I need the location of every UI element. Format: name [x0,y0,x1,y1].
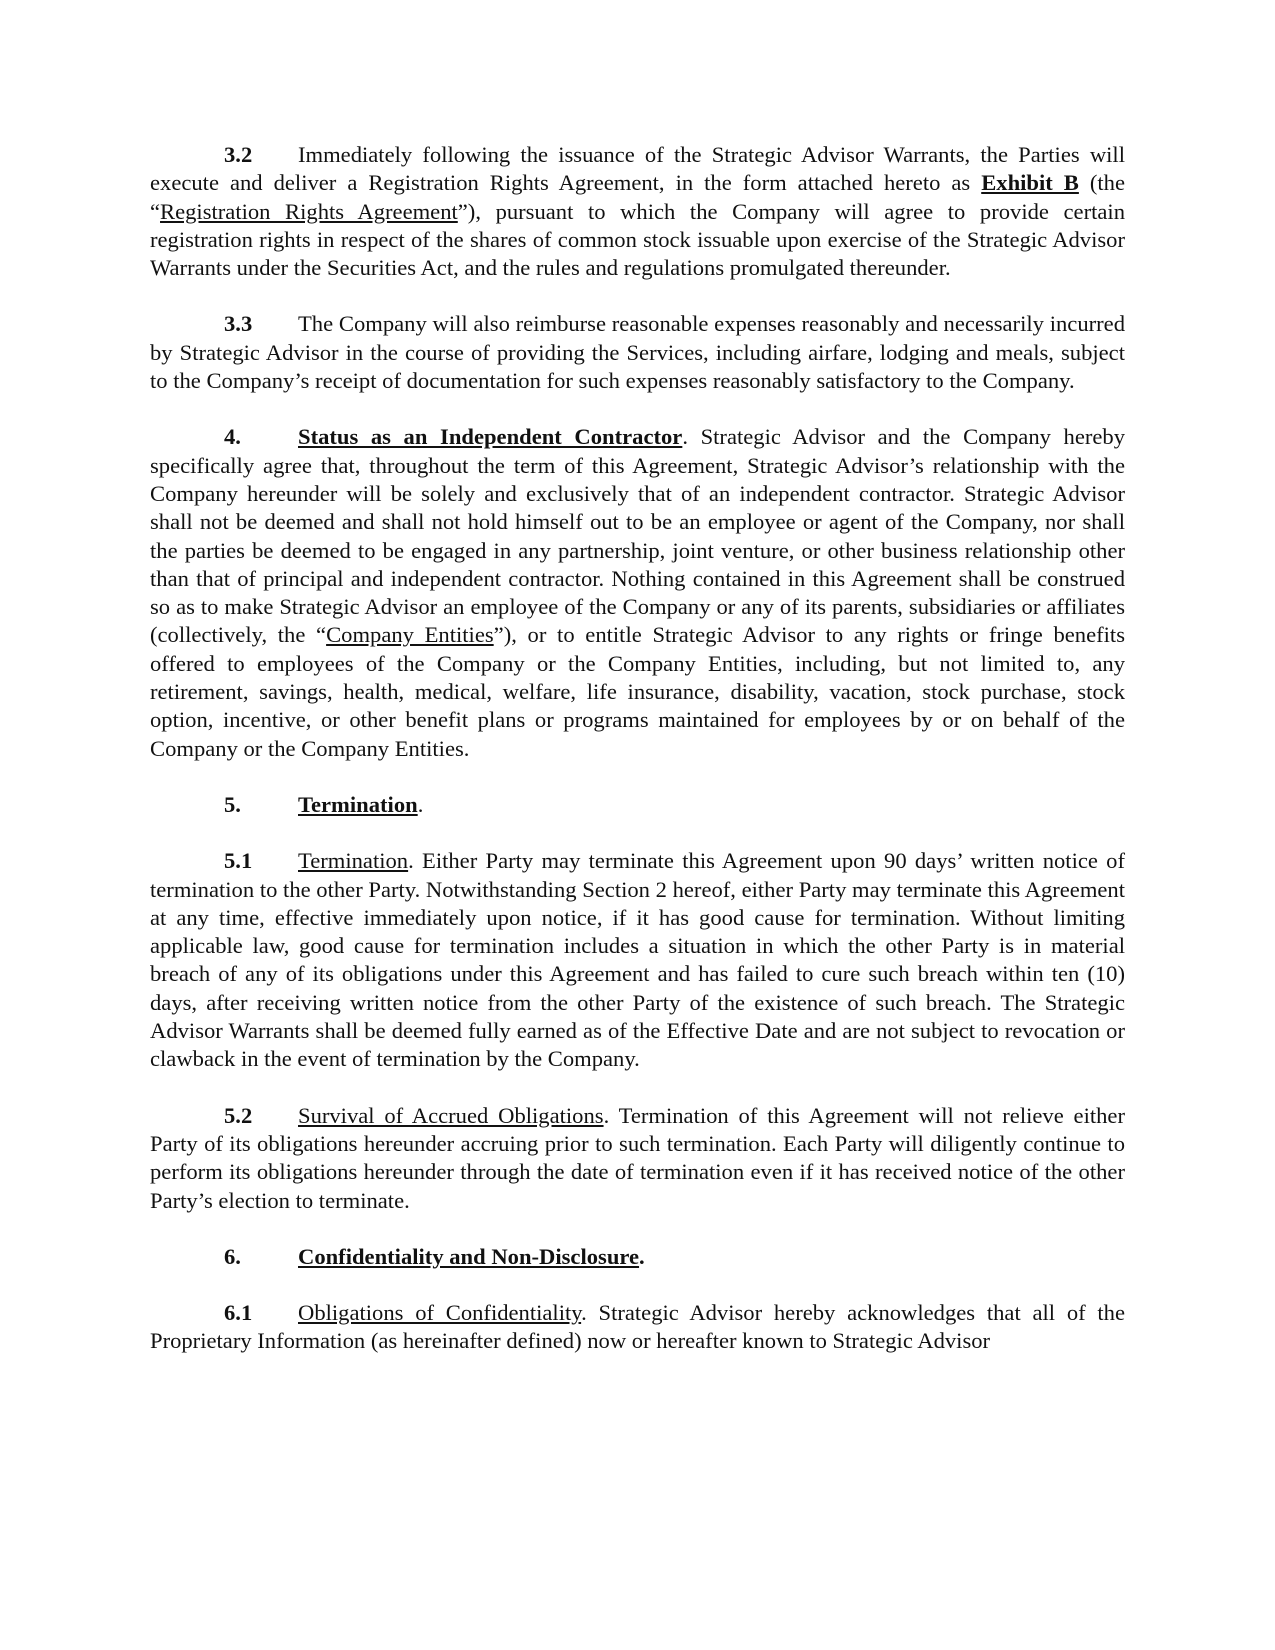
section-number: 6. [224,1243,241,1269]
section-5-heading [150,791,1125,819]
section-3-3 [150,310,1125,395]
section-number: 3.3 [224,311,253,337]
section-text: (the “ [150,170,1126,224]
section-text: Immediately following the issuance of the Strategic Advisor Warrants, the Parties will execute and deliver a Registration Rights Agreement, in the form attached hereto as [150,142,1125,196]
heading-punct: . [417,791,424,817]
exhibit-b-reference: Exhibit B [981,170,1079,196]
section-text: ”), or to entitle Strategic Advisor to any rights or fringe benefits offered to employees of the Company or the Company Entities, including, but not limited to, any retirement, savings, health, medical, welfare, life insurance, disability, vacation, stock purchase, stock option, incentive, or other benefit plans or programs maintained for employees by or on behalf of the Company or the Company Entities. [150,622,1126,761]
section-6-heading [150,1243,1125,1271]
section-text: . Either Party may terminate this Agreement upon 90 days’ written notice of termination to the other Party. Notwithstanding Section 2 hereof, either Party may terminate this Agreement at any time, effective immediately upon notice, if it has good cause for termination. Without limiting applicable law, good cause for termination includes a situation in which the other Party is in material breach of any of its obligations under this Agreement and has failed to cure such breach within ten (10) days, after receiving written notice from the other Party of the existence of such breach. The Strategic Advisor Warrants shall be deemed fully earned as of the Effective Date and are not subject to revocation or clawback in the event of termination by the Company. [150,848,1125,1072]
section-number: 6.1 [224,1300,253,1326]
section-5-2 [150,1102,1125,1215]
section-number: 5. [224,791,241,817]
section-number: 5.2 [224,1102,253,1128]
section-text: . Strategic Advisor and the Company hereby specifically agree that, throughout the term of this Agreement, Strategic Advisor’s relationship with the Company hereunder will be solely and exclusively that of an independent contractor. Strategic Advisor shall not be deemed and shall not hold himself out to be an employee or agent of the Company, nor shall the parties be deemed to be engaged in any partnership, joint venture, or other business relationship other than that of principal and independent contractor. Nothing contained in this Agreement shall be construed so as to make Strategic Advisor an employee of the Company or any of its parents, subsidiaries or affiliates (collectively, the “ [150,424,1125,648]
section-text: ”), pursuant to which the Company will agree to provide certain registration rights in respect of the shares of common stock issuable upon exercise of the Strategic Advisor Warrants under the Securities Act, and the rules and regulations promulgated thereunder. [150,198,1125,281]
section-number: 3.2 [224,142,253,167]
section-3-2 [150,141,1125,282]
section-6-1 [150,1299,1125,1356]
section-4 [150,423,1125,763]
section-title: Obligations of Confidentiality [298,1300,582,1326]
section-text: . Strategic Advisor hereby acknowledges that all of the Proprietary Information (as hereinafter defined) now or hereafter known to Strategic Advisor [150,1300,1125,1354]
defined-term: Company Entities [326,622,494,648]
section-text: . Termination of this Agreement will not relieve either Party of its obligations hereunder accruing prior to such termination. Each Party will diligently continue to perform its obligations hereunder through the date of termination even if it has received notice of the other Party’s election to terminate. [150,1102,1125,1213]
section-number: 4. [224,424,241,450]
section-title: Confidentiality and Non-Disclosure [298,1243,640,1269]
section-title: Status as an Independent Contractor [298,424,683,450]
section-text: The Company will also reimburse reasonable expenses reasonably and necessarily incurred by Strategic Advisor in the course of providing the Services, including airfare, lodging and meals, subject to the Company’s receipt of documentation for such expenses reasonably satisfactory to the Company. [150,311,1125,394]
heading-punct: . [639,1243,645,1269]
section-5-1 [150,847,1125,1073]
section-title: Termination [298,791,418,817]
section-number: 5.1 [224,848,253,874]
section-title: Survival of Accrued Obligations [298,1102,604,1128]
defined-term: Registration Rights Agreement [160,198,458,224]
section-title: Termination [298,848,409,874]
